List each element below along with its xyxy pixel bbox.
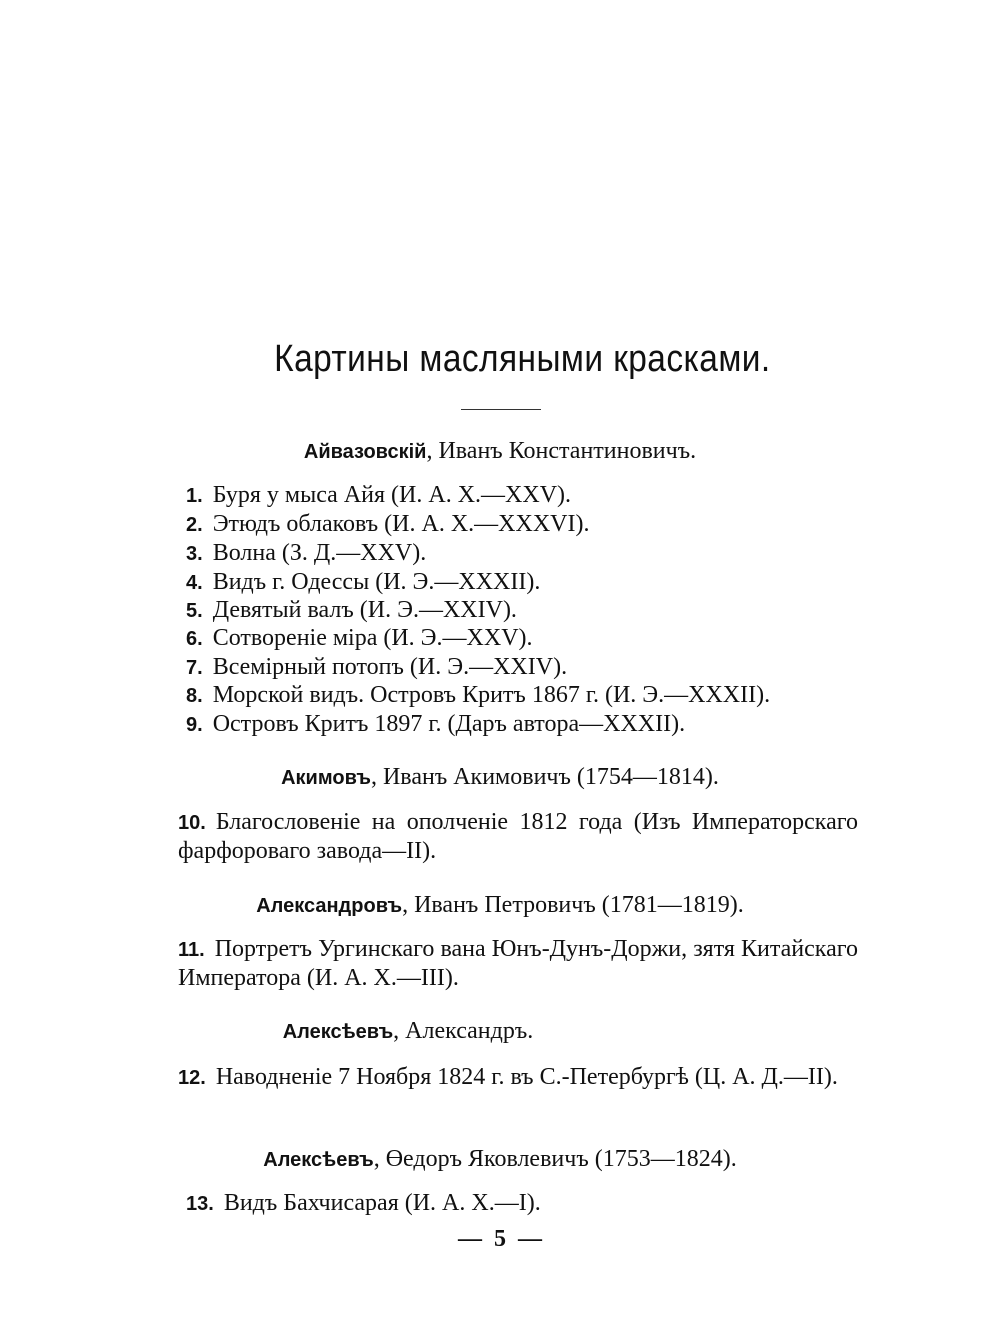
entry-text: Наводненіе 7 Ноября 1824 г. въ С.-Петербургѣ (Ц. А. Д.—II). (215, 1064, 838, 1090)
catalog-entry (186, 596, 517, 625)
entry-text: Всемірный потопъ (И. Э.—XXIV). (212, 654, 568, 680)
entry-number: 7. (186, 657, 203, 679)
entry-text: Буря у мыса Айя (И. А. Х.—XXV). (212, 482, 572, 508)
entry-number: 8. (186, 685, 203, 707)
entry-text: Портретъ Ургинскаго вана Юнъ-Дунъ-Доржи, зятя Китайскаго Императора (И. А. Х.—III). (178, 936, 858, 991)
author-name: , Иванъ Петровичъ (1781—1819). (402, 892, 744, 918)
catalog-entry (178, 1063, 858, 1092)
catalog-entry (186, 681, 770, 710)
author-name: , Өедоръ Яковлевичъ (1753—1824). (373, 1146, 737, 1172)
entry-text: Волна (З. Д.—XXV). (212, 540, 427, 566)
page-number: — 5 — (458, 1226, 542, 1252)
entry-text: Девятый валъ (И. Э.—XXIV). (212, 597, 517, 623)
author-surname: Алексѣевъ (263, 1149, 374, 1171)
entry-number: 13. (186, 1193, 214, 1215)
catalog-entry (186, 710, 685, 739)
catalog-entry (186, 624, 533, 653)
entry-text: Этюдъ облаковъ (И. А. Х.—XXXVI). (212, 511, 590, 537)
author-surname: Айвазовскій (303, 441, 427, 463)
title-rule (461, 409, 541, 410)
author-name: , Александръ. (393, 1018, 534, 1044)
entry-number: 12. (178, 1067, 206, 1089)
author-surname: Акимовъ (281, 767, 371, 789)
author-heading (0, 438, 1000, 465)
entry-number: 3. (186, 543, 203, 565)
author-heading (0, 892, 1000, 919)
entry-number: 5. (186, 600, 203, 622)
author-surname: Александровъ (256, 895, 403, 917)
author-heading (0, 1146, 1000, 1173)
catalog-entry (178, 808, 858, 865)
entry-text: Островъ Критъ 1897 г. (Даръ автора—XXXII). (212, 711, 686, 737)
catalog-entry (186, 1189, 541, 1218)
author-name: , Иванъ Акимовичъ (1754—1814). (370, 764, 719, 790)
catalog-entry (186, 481, 571, 510)
entry-text: Видъ г. Одессы (И. Э.—XXXII). (212, 569, 541, 595)
entry-number: 9. (186, 714, 203, 736)
catalog-entry (178, 935, 858, 992)
entry-text: Благословеніе на ополченіе 1812 года (Изъ Императорскаго фарфороваго завода—II). (178, 809, 858, 864)
catalog-entry (186, 510, 589, 539)
entry-text: Видъ Бахчисарая (И. А. Х.—I). (223, 1190, 541, 1216)
author-heading (0, 764, 1000, 791)
page-title: Картины масляными красками. (274, 338, 771, 380)
entry-text: Сотвореніе міра (И. Э.—XXV). (212, 625, 533, 651)
author-surname: Алексѣевъ (282, 1021, 394, 1043)
entry-number: 2. (186, 514, 203, 536)
entry-number: 4. (186, 572, 203, 594)
entry-number: 6. (186, 628, 203, 650)
catalog-entry (186, 539, 426, 568)
entry-number: 1. (186, 485, 203, 507)
catalog-entry (186, 653, 567, 682)
entry-text: Морской видъ. Островъ Критъ 1867 г. (И. Э.—XXXII). (212, 682, 771, 708)
author-name: , Иванъ Константиновичъ. (426, 438, 697, 464)
entry-number: 11. (178, 939, 205, 961)
entry-number: 10. (178, 812, 206, 834)
catalog-entry (186, 568, 540, 597)
author-heading (0, 1018, 908, 1045)
